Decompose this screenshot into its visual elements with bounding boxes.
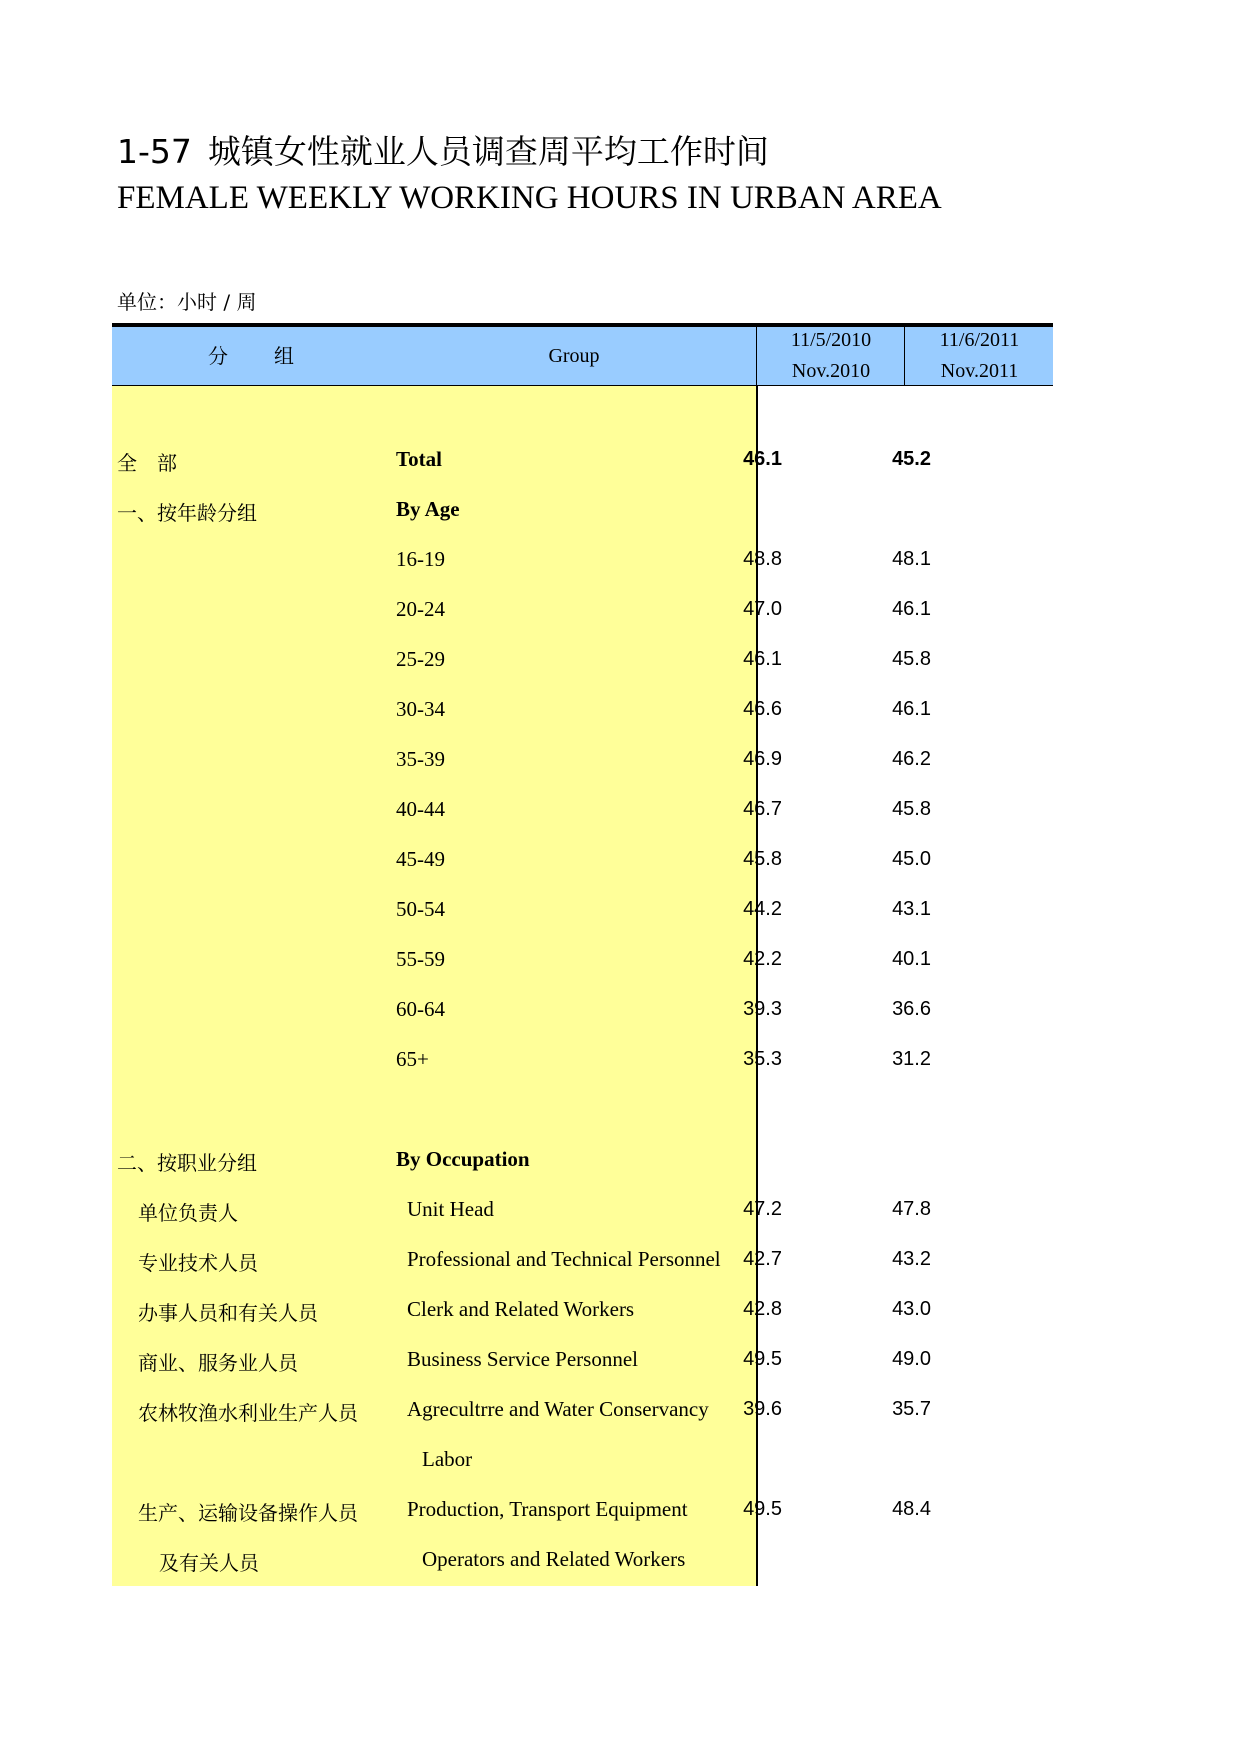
header-col-2011-label: Nov.2011 — [940, 360, 1019, 382]
row-label-en: 16-19 — [396, 547, 445, 571]
row-label-cn: 商业、服务业人员 — [138, 1351, 298, 1375]
section-label-en: By Age — [396, 497, 460, 521]
header-group-en: Group — [548, 344, 600, 367]
row-label-en: 30-34 — [396, 697, 445, 721]
row-label-cn: 生产、运输设备操作人员 — [138, 1501, 358, 1525]
row-label-en-continued: Labor — [422, 1447, 473, 1471]
section-label-en: By Occupation — [396, 1147, 530, 1171]
row-label-en: 60-64 — [396, 997, 445, 1021]
table-row — [112, 1335, 1053, 1385]
section-label-cn: 一、按年龄分组 — [117, 501, 257, 525]
header-group-cn: 分 组 — [208, 343, 296, 368]
value-2011: 36.6 — [892, 998, 931, 1020]
section-label-cn: 二、按职业分组 — [117, 1151, 257, 1175]
table-row — [112, 1185, 1053, 1235]
row-label-en: 55-59 — [396, 947, 445, 971]
row-label-en: 65+ — [396, 1047, 429, 1071]
row-label-cn: 单位负责人 — [138, 1201, 238, 1225]
header-col-2010 — [756, 327, 905, 385]
table-row-continuation — [112, 1435, 1053, 1485]
table-row — [112, 685, 1053, 735]
row-label-en: 50-54 — [396, 897, 445, 921]
page-title-chinese — [117, 126, 769, 173]
row-label-en: Professional and Technical Personnel — [407, 1247, 721, 1271]
table-row — [112, 585, 1053, 635]
value-2010: 49.5 — [743, 1348, 782, 1370]
value-2011: 46.1 — [892, 598, 931, 620]
table-row — [112, 1285, 1053, 1335]
value-2010: 39.3 — [743, 998, 782, 1020]
table-number: 1-57 — [117, 132, 192, 171]
value-2011: 45.8 — [892, 648, 931, 670]
table-row — [112, 1035, 1053, 1085]
unit-label: 单位：小时 / 周 — [117, 290, 257, 314]
value-2011: 46.1 — [892, 698, 931, 720]
row-label-en: Unit Head — [407, 1197, 494, 1221]
title-chinese-text: 城镇女性就业人员调查周平均工作时间 — [207, 132, 769, 171]
value-2010: 45.8 — [743, 848, 782, 870]
value-2010: 42.7 — [743, 1248, 782, 1270]
row-label-cn: 农林牧渔水利业生产人员 — [138, 1401, 358, 1425]
header-col-2010-label: Nov.2010 — [791, 360, 871, 382]
row-label-en: 35-39 — [396, 747, 445, 771]
page-title-english: FEMALE WEEKLY WORKING HOURS IN URBAN AREA — [117, 180, 942, 216]
value-2010: 46.1 — [743, 448, 782, 470]
table-row — [112, 885, 1053, 935]
value-2010: 48.8 — [743, 548, 782, 570]
value-2010: 49.5 — [743, 1498, 782, 1520]
row-label-cn-continued: 及有关人员 — [159, 1551, 259, 1575]
value-2010: 46.1 — [743, 648, 782, 670]
row-label-en: Total — [396, 447, 442, 471]
row-label-cn: 专业技术人员 — [138, 1251, 258, 1275]
table-row — [112, 1235, 1053, 1285]
row-label-en: 40-44 — [396, 797, 445, 821]
table-row-total — [112, 435, 1053, 485]
header-col-2011-date: 11/6/2011 — [939, 329, 1020, 351]
row-label-en-continued: Operators and Related Workers — [422, 1547, 686, 1571]
table-row — [112, 785, 1053, 835]
table-row — [112, 1485, 1053, 1535]
value-2010: 47.2 — [743, 1198, 782, 1220]
value-2010: 46.9 — [743, 748, 782, 770]
value-2011: 45.8 — [892, 798, 931, 820]
header-col-2011 — [904, 327, 1054, 385]
value-2010: 39.6 — [743, 1398, 782, 1420]
header-col-2010-date: 11/5/2010 — [790, 329, 872, 351]
value-2010: 35.3 — [743, 1048, 782, 1070]
table-row — [112, 935, 1053, 985]
value-2010: 42.2 — [743, 948, 782, 970]
value-2011: 48.4 — [892, 1498, 931, 1520]
row-label-en: Production, Transport Equipment — [407, 1497, 688, 1521]
value-2011: 49.0 — [892, 1348, 931, 1370]
value-2011: 47.8 — [892, 1198, 931, 1220]
table-row — [112, 635, 1053, 685]
row-label-en: Agrecultrre and Water Conservancy — [407, 1397, 709, 1421]
row-label-en: 45-49 — [396, 847, 445, 871]
value-2011: 48.1 — [892, 548, 931, 570]
row-label-cn: 全 部 — [117, 451, 177, 475]
table-row-section-occupation — [112, 1135, 1053, 1185]
value-2010: 42.8 — [743, 1298, 782, 1320]
value-2010: 47.0 — [743, 598, 782, 620]
row-label-en: 25-29 — [396, 647, 445, 671]
table-row — [112, 835, 1053, 885]
value-2011: 45.2 — [892, 448, 931, 470]
value-2010: 46.7 — [743, 798, 782, 820]
value-2010: 44.2 — [743, 898, 782, 920]
table-row-continuation — [112, 1535, 1053, 1585]
row-label-en: Clerk and Related Workers — [407, 1297, 635, 1321]
value-2011: 46.2 — [892, 748, 931, 770]
value-2011: 31.2 — [892, 1048, 931, 1070]
value-2011: 40.1 — [892, 948, 931, 970]
value-2011: 45.0 — [892, 848, 931, 870]
value-2011: 35.7 — [892, 1398, 931, 1420]
value-2010: 46.6 — [743, 698, 782, 720]
table-row — [112, 985, 1053, 1035]
value-2011: 43.2 — [892, 1248, 931, 1270]
table-row — [112, 535, 1053, 585]
table-row — [112, 735, 1053, 785]
row-label-en: Business Service Personnel — [407, 1347, 638, 1371]
row-label-en: 20-24 — [396, 597, 445, 621]
value-2011: 43.1 — [892, 898, 931, 920]
table-header — [112, 323, 1053, 386]
table-row-section-age — [112, 485, 1053, 535]
row-label-cn: 办事人员和有关人员 — [138, 1301, 318, 1325]
value-2011: 43.0 — [892, 1298, 931, 1320]
table-row — [112, 1385, 1053, 1435]
